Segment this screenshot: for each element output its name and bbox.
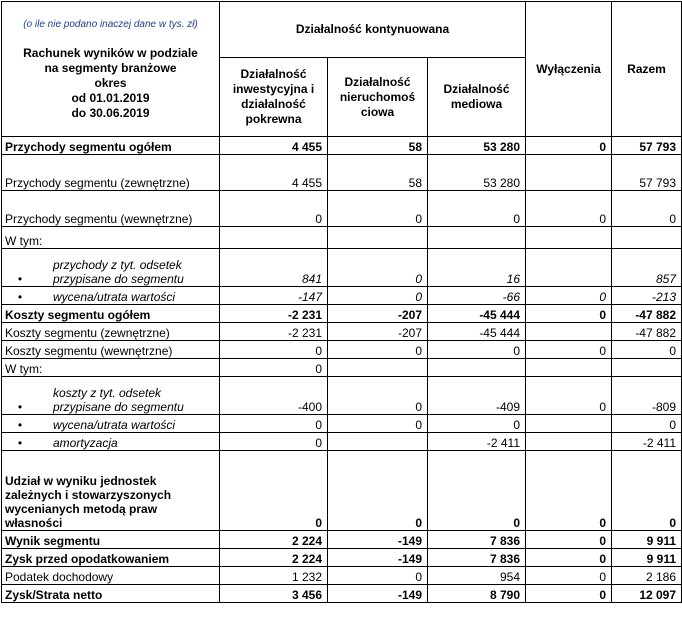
value-cell: -147 <box>220 287 328 305</box>
value-cell: 0 <box>328 567 428 585</box>
value-cell: 0 <box>526 549 612 567</box>
value-cell: 4 455 <box>220 137 328 155</box>
value-cell: 53 280 <box>428 137 526 155</box>
row-label-cell <box>2 249 220 287</box>
value-cell: 0 <box>328 341 428 359</box>
value-cell: 7 836 <box>428 549 526 567</box>
row-label: wycena/utrata wartości <box>53 290 176 304</box>
value-cell: -213 <box>612 287 682 305</box>
col-header-eliminations: Wyłączenia <box>526 2 612 137</box>
value-cell <box>526 249 612 287</box>
table-row <box>2 227 682 249</box>
table-row <box>2 191 682 227</box>
value-cell: 0 <box>526 341 612 359</box>
value-cell: -2 231 <box>220 323 328 341</box>
table-row <box>2 531 682 549</box>
value-cell: 57 793 <box>612 155 682 191</box>
title-line: na segmenty branżowe <box>44 61 177 75</box>
value-cell: 12 097 <box>612 585 682 603</box>
bullet-icon: • <box>17 418 23 432</box>
table-row <box>2 415 682 433</box>
bullet-icon: • <box>17 290 23 304</box>
value-cell: 0 <box>328 451 428 531</box>
table-row <box>2 305 682 323</box>
value-cell: 1 232 <box>220 567 328 585</box>
value-cell: 0 <box>526 585 612 603</box>
value-cell: 0 <box>328 249 428 287</box>
continued-operations-header: Działalność kontynuowana <box>220 2 526 58</box>
value-cell: 0 <box>220 191 328 227</box>
value-cell: 58 <box>328 155 428 191</box>
value-cell: -149 <box>328 585 428 603</box>
value-cell <box>526 433 612 451</box>
value-cell: 9 911 <box>612 549 682 567</box>
bullet-icon: • <box>17 400 23 414</box>
value-cell <box>612 359 682 377</box>
bullet-icon: • <box>17 272 23 286</box>
value-cell <box>526 359 612 377</box>
value-cell <box>428 359 526 377</box>
value-cell: 4 455 <box>220 155 328 191</box>
row-label-cell <box>2 287 220 305</box>
table-row <box>2 549 682 567</box>
value-cell: -809 <box>612 377 682 415</box>
value-cell: -45 444 <box>428 323 526 341</box>
value-cell: -45 444 <box>428 305 526 323</box>
table-row <box>2 377 682 415</box>
table-row <box>2 287 682 305</box>
row-label: przychody z tyt. odsetek przypisane do segmentu <box>53 258 184 286</box>
value-cell: 0 <box>328 191 428 227</box>
value-cell <box>526 323 612 341</box>
row-label-cell: Przychody segmentu ogółem <box>2 137 220 155</box>
row-label-cell: Koszty segmentu (zewnętrzne) <box>2 323 220 341</box>
value-cell: 0 <box>526 567 612 585</box>
value-cell: -66 <box>428 287 526 305</box>
value-cell: 857 <box>612 249 682 287</box>
value-cell <box>612 227 682 249</box>
row-label-cell: Przychody segmentu (wewnętrzne) <box>2 191 220 227</box>
value-cell: 0 <box>612 191 682 227</box>
table-row <box>2 323 682 341</box>
title-line: Rachunek wyników w podziale <box>23 46 198 60</box>
value-cell: 7 836 <box>428 531 526 549</box>
row-label-cell: Zysk przed opodatkowaniem <box>2 549 220 567</box>
value-cell: 0 <box>526 137 612 155</box>
col-header-real-estate: Działalność nieruchomoś ciowa <box>328 58 428 137</box>
value-cell: 0 <box>220 415 328 433</box>
value-cell: -409 <box>428 377 526 415</box>
value-cell: 0 <box>612 415 682 433</box>
value-cell: 0 <box>220 451 328 531</box>
value-cell: 2 224 <box>220 549 328 567</box>
value-cell: 0 <box>328 377 428 415</box>
table-row <box>2 433 682 451</box>
table-row <box>2 249 682 287</box>
row-label-cell: W tym: <box>2 227 220 249</box>
row-label-cell <box>2 377 220 415</box>
value-cell: -47 882 <box>612 305 682 323</box>
row-label: amortyzacja <box>53 436 118 450</box>
value-cell <box>526 415 612 433</box>
value-cell: 58 <box>328 137 428 155</box>
value-cell: -400 <box>220 377 328 415</box>
value-cell: -149 <box>328 531 428 549</box>
value-cell: 0 <box>526 305 612 323</box>
value-cell: 0 <box>526 377 612 415</box>
value-cell: 0 <box>328 415 428 433</box>
value-cell: 2 224 <box>220 531 328 549</box>
value-cell: -207 <box>328 305 428 323</box>
value-cell: -2 411 <box>612 433 682 451</box>
value-cell: 9 911 <box>612 531 682 549</box>
value-cell: 0 <box>612 341 682 359</box>
table-row <box>2 359 682 377</box>
bullet-icon: • <box>17 436 23 450</box>
value-cell: 57 793 <box>612 137 682 155</box>
title-line: do 30.06.2019 <box>71 106 150 120</box>
title-line: od 01.01.2019 <box>71 91 150 105</box>
table-row <box>2 341 682 359</box>
row-label-cell: Wynik segmentu <box>2 531 220 549</box>
value-cell <box>220 227 328 249</box>
value-cell: 0 <box>428 415 526 433</box>
value-cell <box>328 227 428 249</box>
value-cell: 0 <box>328 287 428 305</box>
value-cell: -149 <box>328 549 428 567</box>
value-cell <box>328 359 428 377</box>
value-cell: 0 <box>428 341 526 359</box>
value-cell: 0 <box>428 191 526 227</box>
value-cell: 0 <box>220 433 328 451</box>
value-cell: -47 882 <box>612 323 682 341</box>
value-cell: 841 <box>220 249 328 287</box>
row-label: wycena/utrata wartości <box>53 418 176 432</box>
row-label-cell: Zysk/Strata netto <box>2 585 220 603</box>
unit-note: (o ile nie podano inaczej dane w tys. zł) <box>23 19 198 30</box>
table-row <box>2 585 682 603</box>
value-cell: 0 <box>428 451 526 531</box>
col-header-media: Działalność mediowa <box>428 58 526 137</box>
row-label-cell: Przychody segmentu (zewnętrzne) <box>2 155 220 191</box>
table-row <box>2 155 682 191</box>
row-label-cell: W tym: <box>2 359 220 377</box>
value-cell <box>328 433 428 451</box>
value-cell: 53 280 <box>428 155 526 191</box>
value-cell: 3 456 <box>220 585 328 603</box>
value-cell: 0 <box>526 531 612 549</box>
table-title-cell <box>2 2 220 137</box>
row-label-cell <box>2 415 220 433</box>
value-cell: 0 <box>612 451 682 531</box>
value-cell: 0 <box>526 191 612 227</box>
row-label-cell: Koszty segmentu (wewnętrzne) <box>2 341 220 359</box>
col-header-investment: Działalność inwestycyjna i działalność pokrewna <box>220 58 328 137</box>
value-cell: -2 411 <box>428 433 526 451</box>
row-label-cell: Koszty segmentu ogółem <box>2 305 220 323</box>
title-line: okres <box>94 76 127 90</box>
row-label: koszty z tyt. odsetek przypisane do segmentu <box>53 386 184 414</box>
table-body <box>2 137 682 603</box>
table-row <box>2 137 682 155</box>
table-row <box>2 451 682 531</box>
value-cell: 0 <box>526 451 612 531</box>
col-header-total: Razem <box>612 2 682 137</box>
value-cell: 2 186 <box>612 567 682 585</box>
value-cell <box>526 155 612 191</box>
value-cell <box>526 227 612 249</box>
value-cell: -207 <box>328 323 428 341</box>
value-cell <box>428 227 526 249</box>
value-cell: 954 <box>428 567 526 585</box>
row-label-cell <box>2 433 220 451</box>
table-row <box>2 567 682 585</box>
value-cell: 0 <box>526 287 612 305</box>
value-cell: -2 231 <box>220 305 328 323</box>
row-label-cell: Udział w wyniku jednostek zależnych i stowarzyszonych wycenianych metodą praw własności <box>2 451 220 531</box>
segment-results-table <box>1 1 682 603</box>
value-cell: 0 <box>220 359 328 377</box>
value-cell: 8 790 <box>428 585 526 603</box>
row-label-cell: Podatek dochodowy <box>2 567 220 585</box>
value-cell: 0 <box>220 341 328 359</box>
value-cell: 16 <box>428 249 526 287</box>
